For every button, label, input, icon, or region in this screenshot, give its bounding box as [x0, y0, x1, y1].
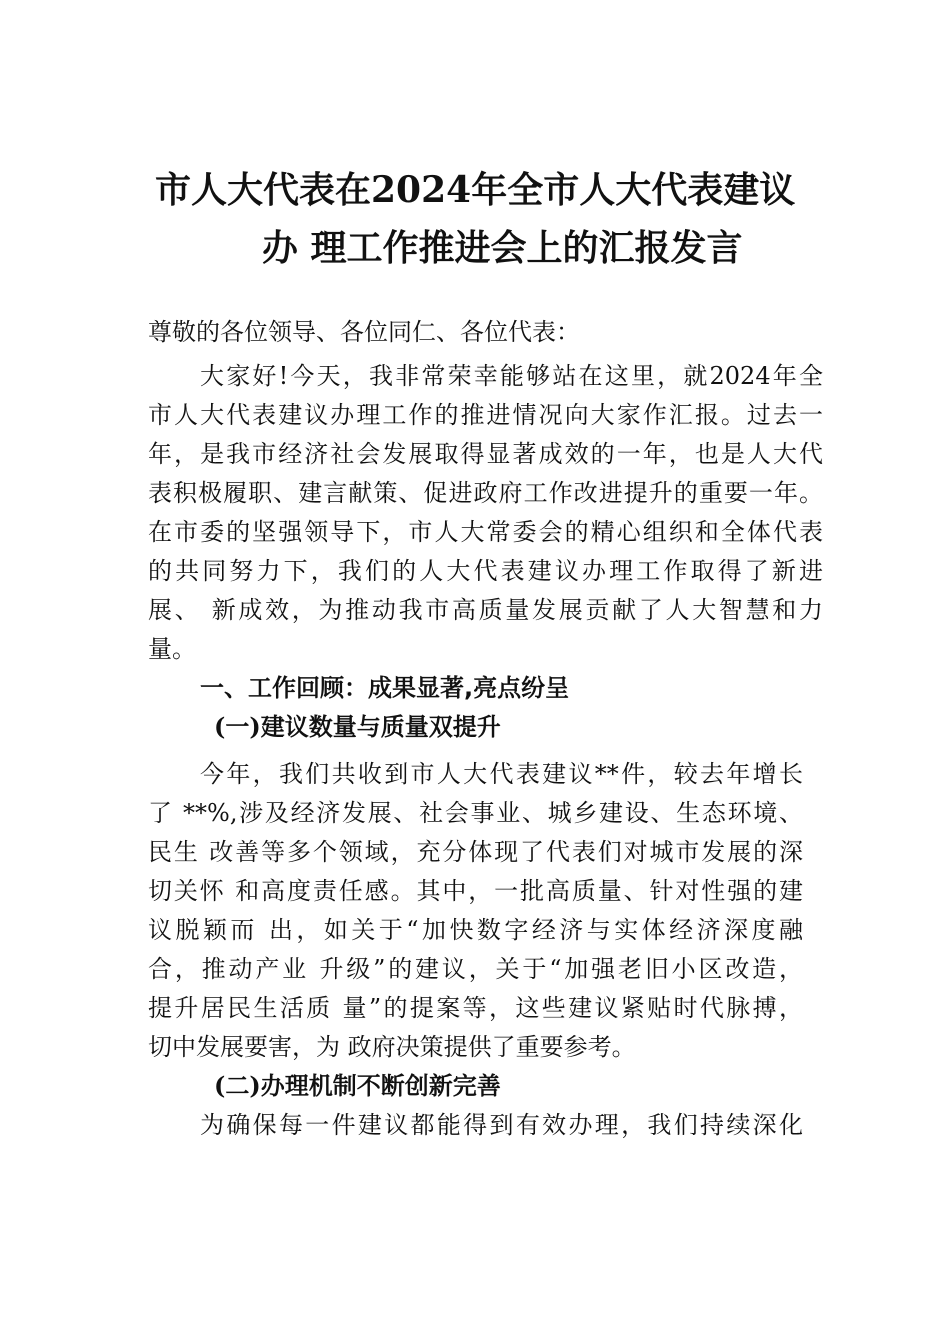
title-line-1: 市人大代表在2024年全市人大代表建议: [155, 169, 796, 211]
sub1-line-8: 切中发展要害，为 政府决策提供了重要参考。: [148, 1033, 636, 1061]
title-line-2: 办 理工作推进会上的汇报发言: [262, 227, 743, 269]
sub1-line-5: 议脱颖而 出，如关于“加快数字经济与实体经济深度融: [148, 916, 803, 944]
sub1-line-4: 切关怀 和高度责任感。其中，一批高质量、针对性强的建: [148, 877, 803, 905]
intro-line-6: 的共同努力下，我们的人大代表建议办理工作取得了新进: [148, 557, 823, 585]
intro-line-7: 展、 新成效，为推动我市高质量发展贡献了人大智慧和力: [148, 596, 823, 624]
salutation: 尊敬的各位领导、各位同仁、各位代表：: [148, 318, 580, 346]
sub1-line-2: 了 **%,涉及经济发展、社会事业、城乡建设、生态环境、: [148, 799, 803, 827]
intro-line-2: 市人大代表建议办理工作的推进情况向大家作汇报。过去一: [148, 401, 823, 429]
sub1-line-6: 合，推动产业 升级”的建议，关于“加强老旧小区改造，: [148, 955, 803, 983]
section-1-heading: 一、工作回顾：成果显著,亮点纷呈: [200, 674, 570, 702]
intro-line-5: 在市委的坚强领导下，市人大常委会的精心组织和全体代表: [148, 518, 823, 546]
sub1-line-7: 提升居民生活质 量”的提案等，这些建议紧贴时代脉搏，: [148, 994, 803, 1022]
sub1-line-1: 今年，我们共收到市人大代表建议**件，较去年增长: [200, 760, 803, 788]
intro-line-1: 大家好!今天，我非常荣幸能够站在这里，就2024年全: [200, 362, 823, 390]
intro-line-8: 量。: [148, 635, 196, 663]
subsection-1-heading: (一)建议数量与质量双提升: [214, 712, 501, 741]
intro-line-4: 表积极履职、建言献策、促进政府工作改进提升的重要一年。: [148, 479, 823, 507]
subsection-2-heading: (二)办理机制不断创新完善: [214, 1071, 501, 1100]
intro-line-3: 年，是我市经济社会发展取得显著成效的一年，也是人大代: [148, 440, 823, 468]
sub1-line-3: 民生 改善等多个领域，充分体现了代表们对城市发展的深: [148, 838, 803, 866]
sub2-line-1: 为确保每一件建议都能得到有效办理，我们持续深化: [200, 1111, 803, 1139]
